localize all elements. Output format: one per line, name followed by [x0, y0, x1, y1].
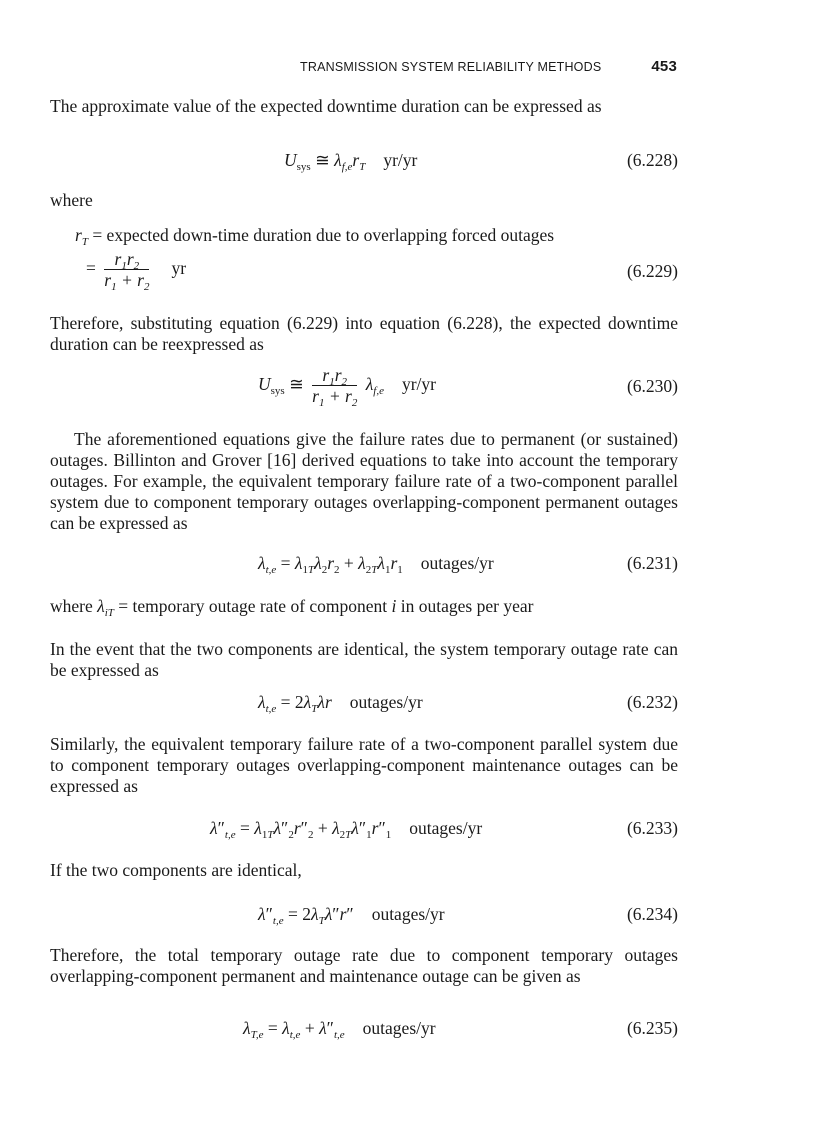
eq-number-6-233: (6.233) — [626, 818, 678, 838]
eq-6-228-unit: yr/yr — [383, 150, 418, 170]
eq-6-230-unit: yr/yr — [401, 374, 437, 395]
definition-rT: $r_T$ = expected down-time duration due to overlapping forced outages — [75, 225, 555, 248]
equation-6-233: $\lambda''_{t,e} = \lambda_{1T}\lambda''_2r''_2 + \lambda_{2T}\lambda''_1r''_1$ outages/yr — [210, 818, 483, 841]
paragraph-identical-2: If the two components are identical, — [50, 860, 302, 880]
eq-number-6-231: (6.231) — [626, 553, 678, 573]
eq-6-231-unit: outages/yr — [420, 553, 494, 573]
where-label-2: where — [50, 596, 93, 616]
paragraph-maintenance: Similarly, the equivalent temporary failure rate of a two-component parallel system due to component temporary outages overlapping-component maintenance outages can be expressed as — [50, 734, 678, 796]
equation-6-229: = $\frac{r_1r_2}{r_1 + r_2}$ yr — [86, 249, 187, 293]
paragraph-temporary-outages: The aforementioned equations give the failure rates due to permanent (or sustained) outages. Billinton and Grover [16] derived equations to take into account the temporary outages. For example, the equivalent temporary failure rate of a two-component parallel system due to component temporary outages overlapping-component permanent outages can be expressed as — [50, 429, 678, 533]
eq-6-235-unit: outages/yr — [362, 1018, 436, 1038]
paragraph-intro: The approximate value of the expected downtime duration can be expressed as — [50, 96, 602, 116]
eq-6-233-unit: outages/yr — [409, 818, 483, 838]
equation-6-232: $\lambda_{t,e} = 2\lambda_T\lambda r$ outages/yr — [258, 692, 423, 715]
equation-6-234: $\lambda''_{t,e} = 2\lambda_T\lambda''r''$ outages/yr — [258, 904, 445, 927]
eq-number-6-230: (6.230) — [626, 376, 678, 396]
equation-6-231: $\lambda_{t,e} = \lambda_{1T}\lambda_2r_2 + \lambda_{2T}\lambda_1r_1$ outages/yr — [258, 553, 494, 576]
where-definition-lambda-iT: where $\lambda_{iT}$ = temporary outage rate of component i in outages per year — [50, 596, 534, 619]
eq-number-6-234: (6.234) — [626, 904, 678, 924]
paragraph-total-rate: Therefore, the total temporary outage rate due to component temporary outages overlapping-component permanent and maintenance outage can be given as — [50, 945, 678, 986]
equation-6-230: $U_{sys}$ ≅ $\frac{r_1r_2}{r_1 + r_2}$ $\lambda_{f,e}$ yr/yr — [258, 365, 437, 409]
running-header — [300, 60, 677, 74]
where-def-suffix: in outages per year — [400, 596, 534, 616]
page-number: 453 — [651, 58, 677, 75]
eq-number-6-235: (6.235) — [626, 1018, 678, 1038]
paragraph-substitution: Therefore, substituting equation (6.229) into equation (6.228), the expected downtime duration can be reexpressed as — [50, 313, 678, 354]
definition-rT-text: = expected down-time duration due to overlapping forced outages — [92, 225, 555, 245]
eq-number-6-232: (6.232) — [626, 692, 678, 712]
fraction-r1r2-over-sum: $\frac{r_1r_2}{r_1 + r_2}$ — [104, 249, 150, 293]
eq-6-232-unit: outages/yr — [349, 692, 423, 712]
where-def-text: = temporary outage rate of component — [118, 596, 388, 616]
fraction-r1r2-over-sum-2: $\frac{r_1r_2}{r_1 + r_2}$ — [312, 365, 358, 409]
eq-number-6-228: (6.228) — [626, 150, 678, 170]
running-title: TRANSMISSION SYSTEM RELIABILITY METHODS — [300, 60, 602, 74]
eq-6-234-unit: outages/yr — [371, 904, 445, 924]
eq-6-229-unit: yr — [171, 258, 187, 279]
paragraph-identical: In the event that the two components are identical, the system temporary outage rate can be expressed as — [50, 639, 678, 680]
eq-number-6-229: (6.229) — [626, 261, 678, 281]
where-label-1: where — [50, 190, 93, 210]
equation-6-235: $\lambda_{T,e} = \lambda_{t,e} + \lambda''_{t,e}$ outages/yr — [243, 1018, 436, 1041]
equation-6-228: $U_{sys}$ ≅ $\lambda_{f,e}r_T$ yr/yr — [284, 150, 418, 173]
